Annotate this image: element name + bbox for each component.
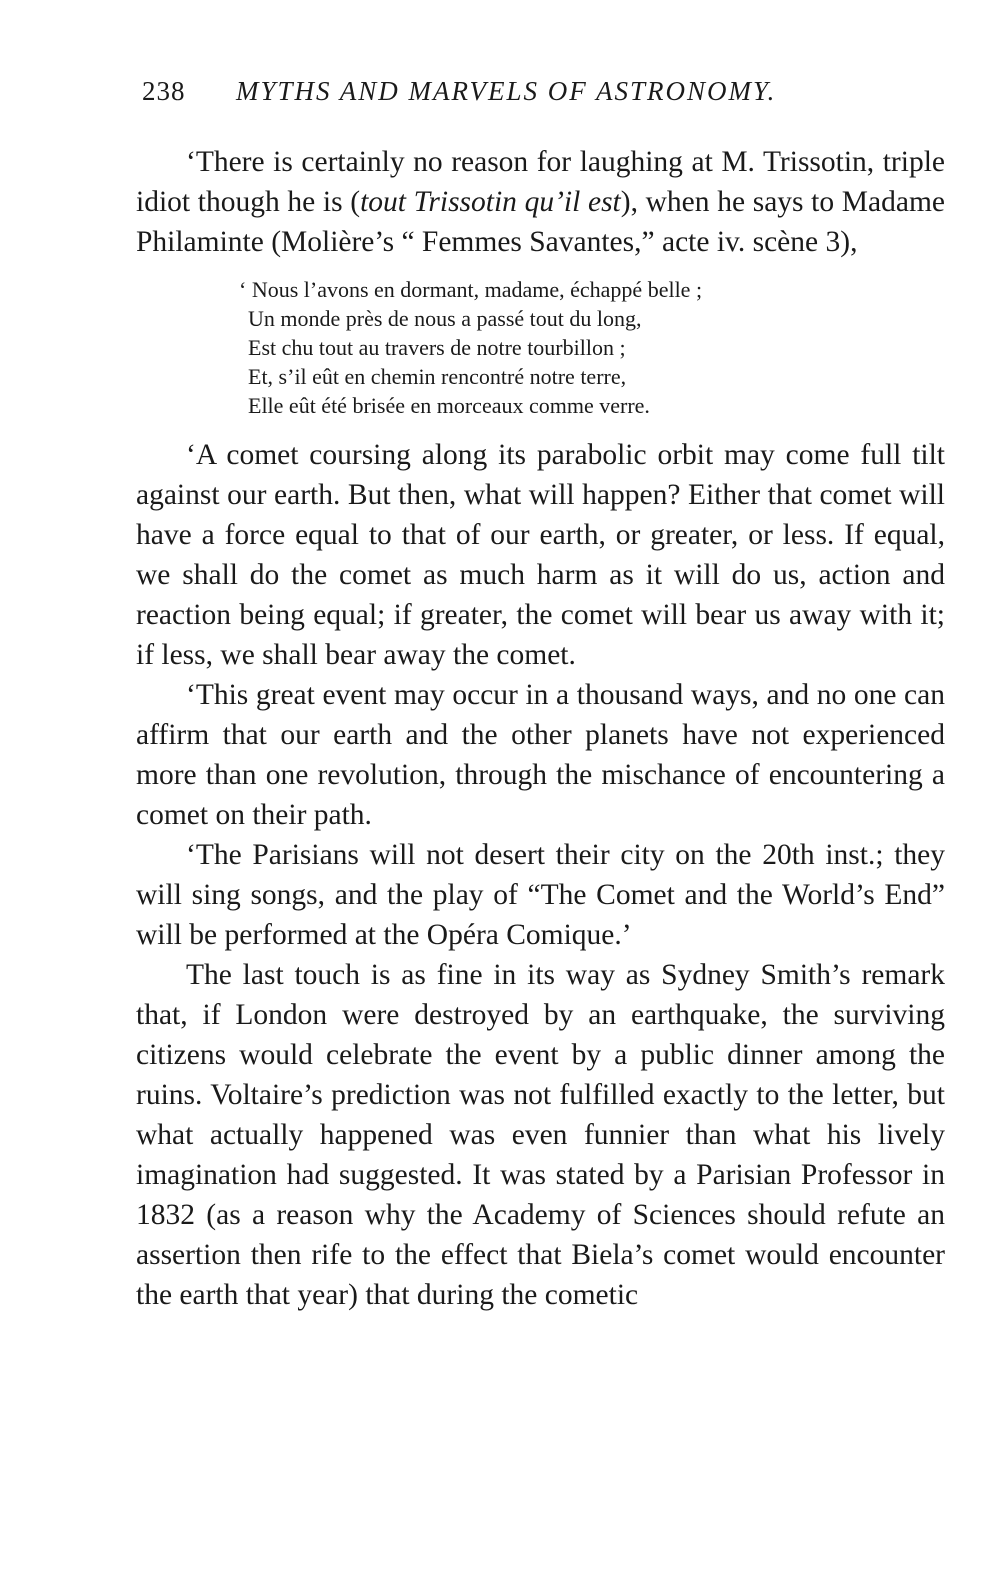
paragraph-text: ‘There is certainly no reason for laughing at M. Trissotin, triple idiot though he is ( [136,146,945,218]
verse-line: Un monde près de nous a passé tout du long, [248,306,642,331]
body-text [136,142,945,1315]
paragraph-last-touch: The last touch is as fine in its way as Sydney Smith’s remark that, if London were destroyed by an earthquake, the surviving citizens would celebrate the event by a public dinner among the ruins. Voltaire’s prediction was not fulfilled exactly to the letter, but what actually happened was even funnier than what his lively imagination had suggested. It was stated by a Parisian Professor in 1832 (as a reason why the Academy of Sciences should refute an assertion then rife to the effect that Biela’s comet would encounter the earth that year) that during the cometic [136,959,945,1311]
verse-quotation [239,275,945,420]
running-title: MYTHS AND MARVELS OF ASTRONOMY. [236,76,777,106]
page-header [142,70,952,110]
verse-line: Elle eût été brisée en morceaux comme verre. [248,393,650,418]
verse-line: Et, s’il eût en chemin rencontré notre terre, [248,364,627,389]
paragraph-text: ), when he says to Madame Philaminte (Molière’s “ Femmes Savantes,” acte iv. scène 3), [136,186,946,258]
italic-quote: tout Trissotin qu’il est [360,186,621,218]
paragraph-parisians: ‘The Parisians will not desert their city on the 20th inst.; they will sing songs, and the play of “The Comet and the World’s End” will be performed at the Opéra Comique.’ [136,839,945,951]
paragraph-great-event: ‘This great event may occur in a thousand ways, and no one can affirm that our earth and the other planets have not experienced more than one revolution, through the mischance of encountering a comet on their path. [136,679,945,831]
verse-line: ‘ Nous l’avons en dormant, madame, échappé belle ; [239,277,703,302]
paragraph-trissotin [136,142,945,262]
page-number: 238 [142,76,186,106]
paragraph-comet-orbit: ‘A comet coursing along its parabolic orbit may come full tilt against our earth. But then, what will happen? Either that comet will have a force equal to that of our earth, or greater, or less. If equal, we shall do the comet as much harm as it will do us, action and reaction being equal; if greater, the comet will bear us away with it; if less, we shall bear away the comet. [136,439,945,671]
verse-line: Est chu tout au travers de notre tourbillon ; [248,335,626,360]
